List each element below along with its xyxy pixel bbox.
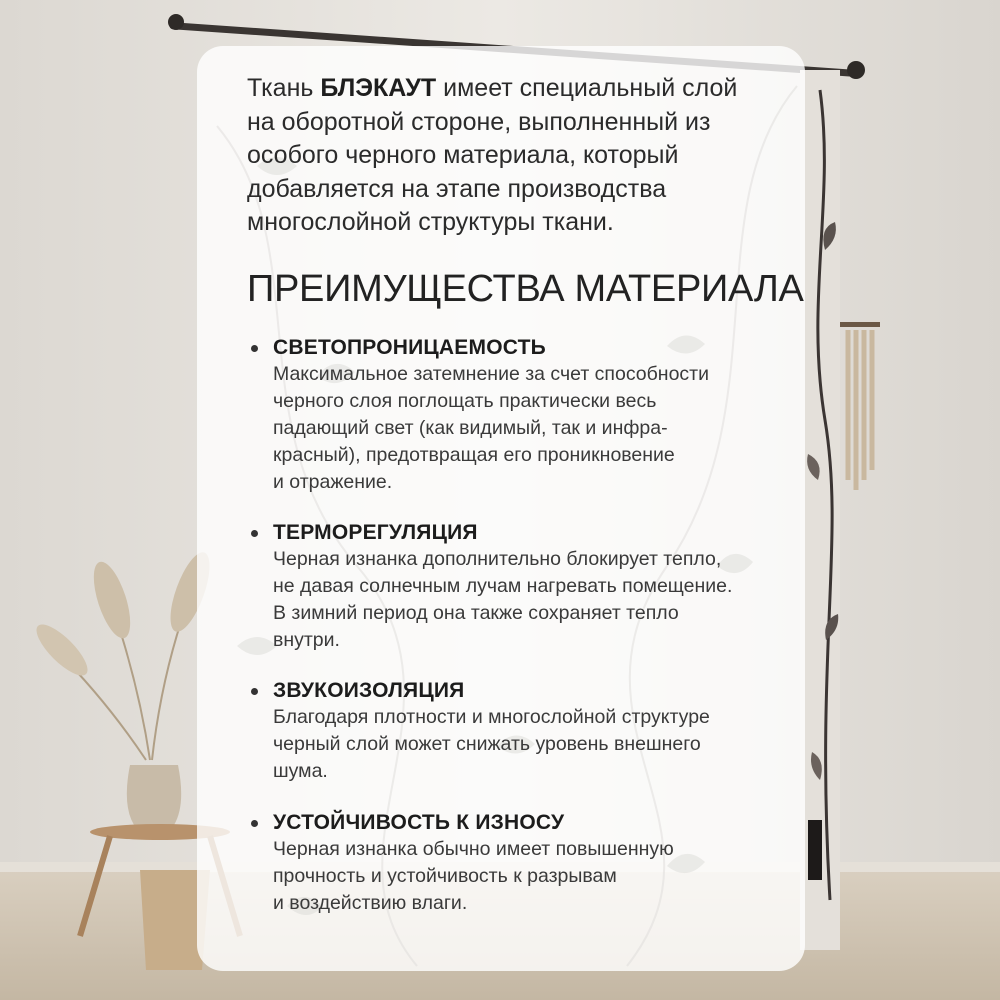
bullet-dot [251, 530, 258, 537]
advantage-text [273, 361, 783, 496]
advantage-text-line: и отражение. [273, 471, 393, 493]
advantage-text [273, 704, 783, 785]
advantage-text-line: шума. [273, 760, 328, 782]
advantage-item-light [273, 335, 783, 496]
advantage-text [273, 546, 783, 654]
advantage-text-line: черного слоя поглощать практически весь [273, 390, 657, 412]
advantage-text-line: В зимний период она также сохраняет тепло [273, 602, 679, 624]
advantage-title: ЗВУКОИЗОЛЯЦИЯ [273, 679, 465, 702]
advantage-title: СВЕТОПРОНИЦАЕМОСТЬ [273, 336, 546, 359]
advantage-text-line: красный), предотвращая его проникновение [273, 444, 675, 466]
advantage-text-line: Благодаря плотности и многослойной структуре [273, 706, 710, 728]
info-card [197, 46, 805, 971]
intro-line-5: многослойной структуры ткани. [247, 208, 614, 236]
intro-line-3: особого черного материала, который [247, 141, 679, 169]
advantage-title: ТЕРМОРЕГУЛЯЦИЯ [273, 521, 478, 544]
advantage-text [273, 836, 783, 917]
advantage-text-line: прочность и устойчивость к разрывам [273, 865, 617, 887]
advantage-text-line: Черная изнанка дополнительно блокирует тепло, [273, 548, 722, 570]
advantage-title: УСТОЙЧИВОСТЬ К ИЗНОСУ [273, 811, 565, 834]
bullet-dot [251, 345, 258, 352]
advantage-text-line: Черная изнанка обычно имеет повышенную [273, 838, 674, 860]
section-heading: ПРЕИМУЩЕСТВА МАТЕРИАЛА [247, 268, 804, 310]
advantage-item-durability [273, 810, 783, 917]
advantage-text-line: внутри. [273, 629, 340, 651]
right-curtain [800, 70, 840, 950]
intro-line-4: добавляется на этапе производства [247, 174, 667, 203]
intro-brand: БЛЭКАУТ [320, 74, 437, 102]
intro-line-2: на оборотной стороне, выполненный из [247, 107, 711, 136]
bullet-dot [251, 820, 258, 827]
advantage-item-sound [273, 678, 783, 785]
intro-line-1: имеет специальный слой [436, 74, 738, 102]
advantage-text-line: черный слой может снижать уровень внешнего [273, 733, 701, 755]
advantage-text-line: падающий свет (как видимый, так и инфра- [273, 417, 668, 439]
advantage-text-line: Максимальное затемнение за счет способности [273, 363, 709, 385]
advantage-text-line: не давая солнечным лучам нагревать помещение. [273, 575, 733, 597]
bullet-dot [251, 688, 258, 695]
intro-prefix: Ткань [247, 74, 321, 102]
advantage-text-line: и воздействию влаги. [273, 892, 468, 914]
intro-paragraph [247, 72, 787, 240]
advantage-item-thermal [273, 520, 783, 654]
